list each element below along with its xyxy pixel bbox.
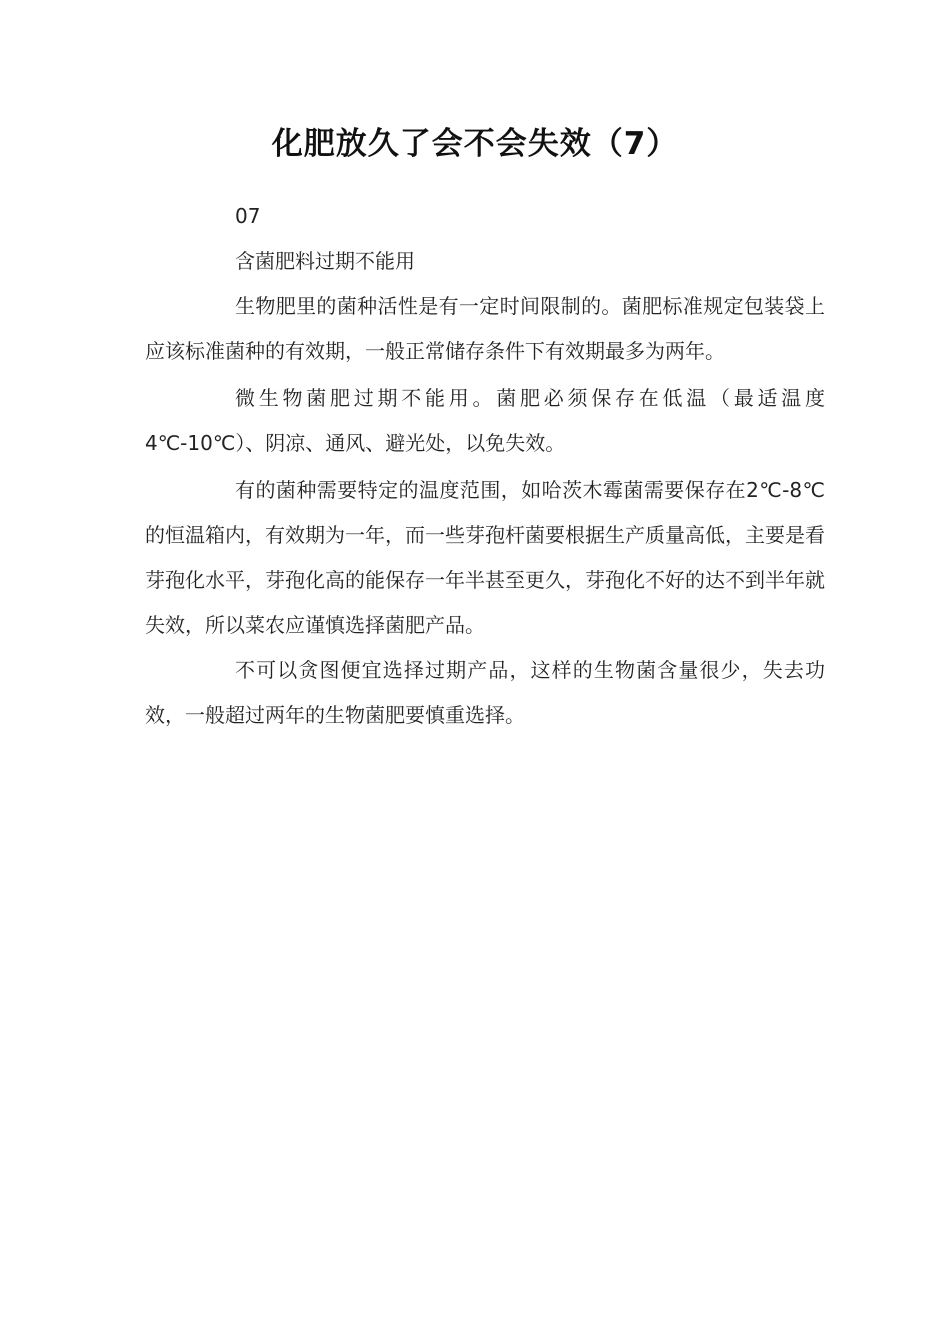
paragraph: 生物肥里的菌种活性是有一定时间限制的。菌肥标准规定包装袋上应该标准菌种的有效期，一般正常储存条件下有效期最多为两年。	[145, 294, 825, 363]
paragraph: 有的菌种需要特定的温度范围，如哈茨木霉菌需要保存在2℃-8℃的恒温箱内，有效期为一年，而一些芽孢杆菌要根据生产质量高低，主要是看芽孢化水平，芽孢化高的能保存一年半甚至更久，芽孢化不好的达不到半年就失效，所以菜农应谨慎选择菌肥产品。	[145, 478, 825, 637]
section-heading: 含菌肥料过期不能用	[235, 249, 415, 273]
paragraph: 不可以贪图便宜选择过期产品，这样的生物菌含量很少，失去功效，一般超过两年的生物菌肥要慎重选择。	[145, 658, 825, 727]
paragraph: 微生物菌肥过期不能用。菌肥必须保存在低温（最适温度4℃-10℃）、阴凉、通风、避光处，以免失效。	[145, 386, 825, 455]
document-body	[145, 194, 825, 738]
section-number: 07	[235, 204, 261, 228]
document-title: 化肥放久了会不会失效（7）	[271, 126, 679, 162]
